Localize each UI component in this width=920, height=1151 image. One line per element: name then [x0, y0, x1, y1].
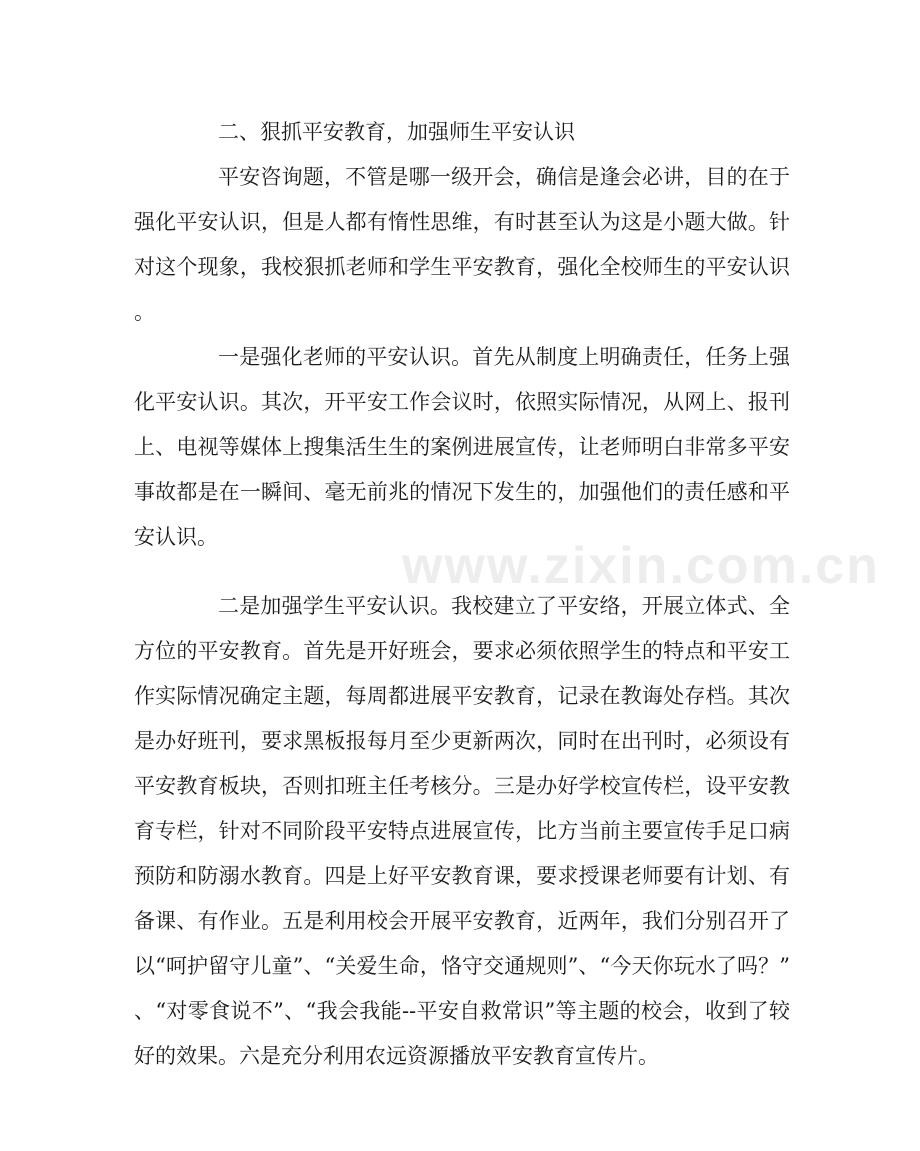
- watermark: www.zixin.com.cn: [402, 537, 880, 595]
- paragraph-intro: 平安咨询题，不管是哪一级开会，确信是逢会必讲，目的在于强化平安认识，但是人都有惰性思维，有时甚至认为这是小题大做。针对这个现象，我校狠抓老师和学生平安教育，强化全校师生的平安认识。: [134, 165, 790, 324]
- section-heading: 二、狠抓平安教育，加强师生平安认识: [218, 120, 575, 144]
- paragraph-students: 二是加强学生平安认识。我校建立了平安络，开展立体式、全方位的平安教育。首先是开好班会，要求必须依照学生的特点和平安工作实际情况确定主题，每周都进展平安教育，记录在教诲处存档。其次是办好班刊，要求黑板报每月至少更新两次，同时在出刊时，必须设有平安教育板块，否则扣班主任考核分。三是办好学校宣传栏，设平安教育专栏，针对不同阶段平安特点进展宣传，比方当前主要宣传手足口病预防和防溺水教育。四是上好平安教育课，要求授课老师要有计划、有备课、有作业。五是利用校会开展平安教育，近两年，我们分别召开了以“呵护留守儿童”、“关爱生命，恪守交通规则”、“今天你玩水了吗？”、“对零食说不”、“我会我能--平安自救常识”等主题的校会，收到了较好的效果。六是充分利用农远资源播放平安教育宣传片。: [134, 594, 790, 1068]
- paragraph-teachers: 一是强化老师的平安认识。首先从制度上明确责任，任务上强化平安认识。其次，开平安工作会议时，依照实际情况，从网上、报刊上、电视等媒体上搜集活生生的案例进展宣传，让老师明白非常多平安事故都是在一瞬间、毫无前兆的情况下发生的，加强他们的责任感和平安认识。: [134, 345, 790, 549]
- document-body: [134, 110, 790, 1079]
